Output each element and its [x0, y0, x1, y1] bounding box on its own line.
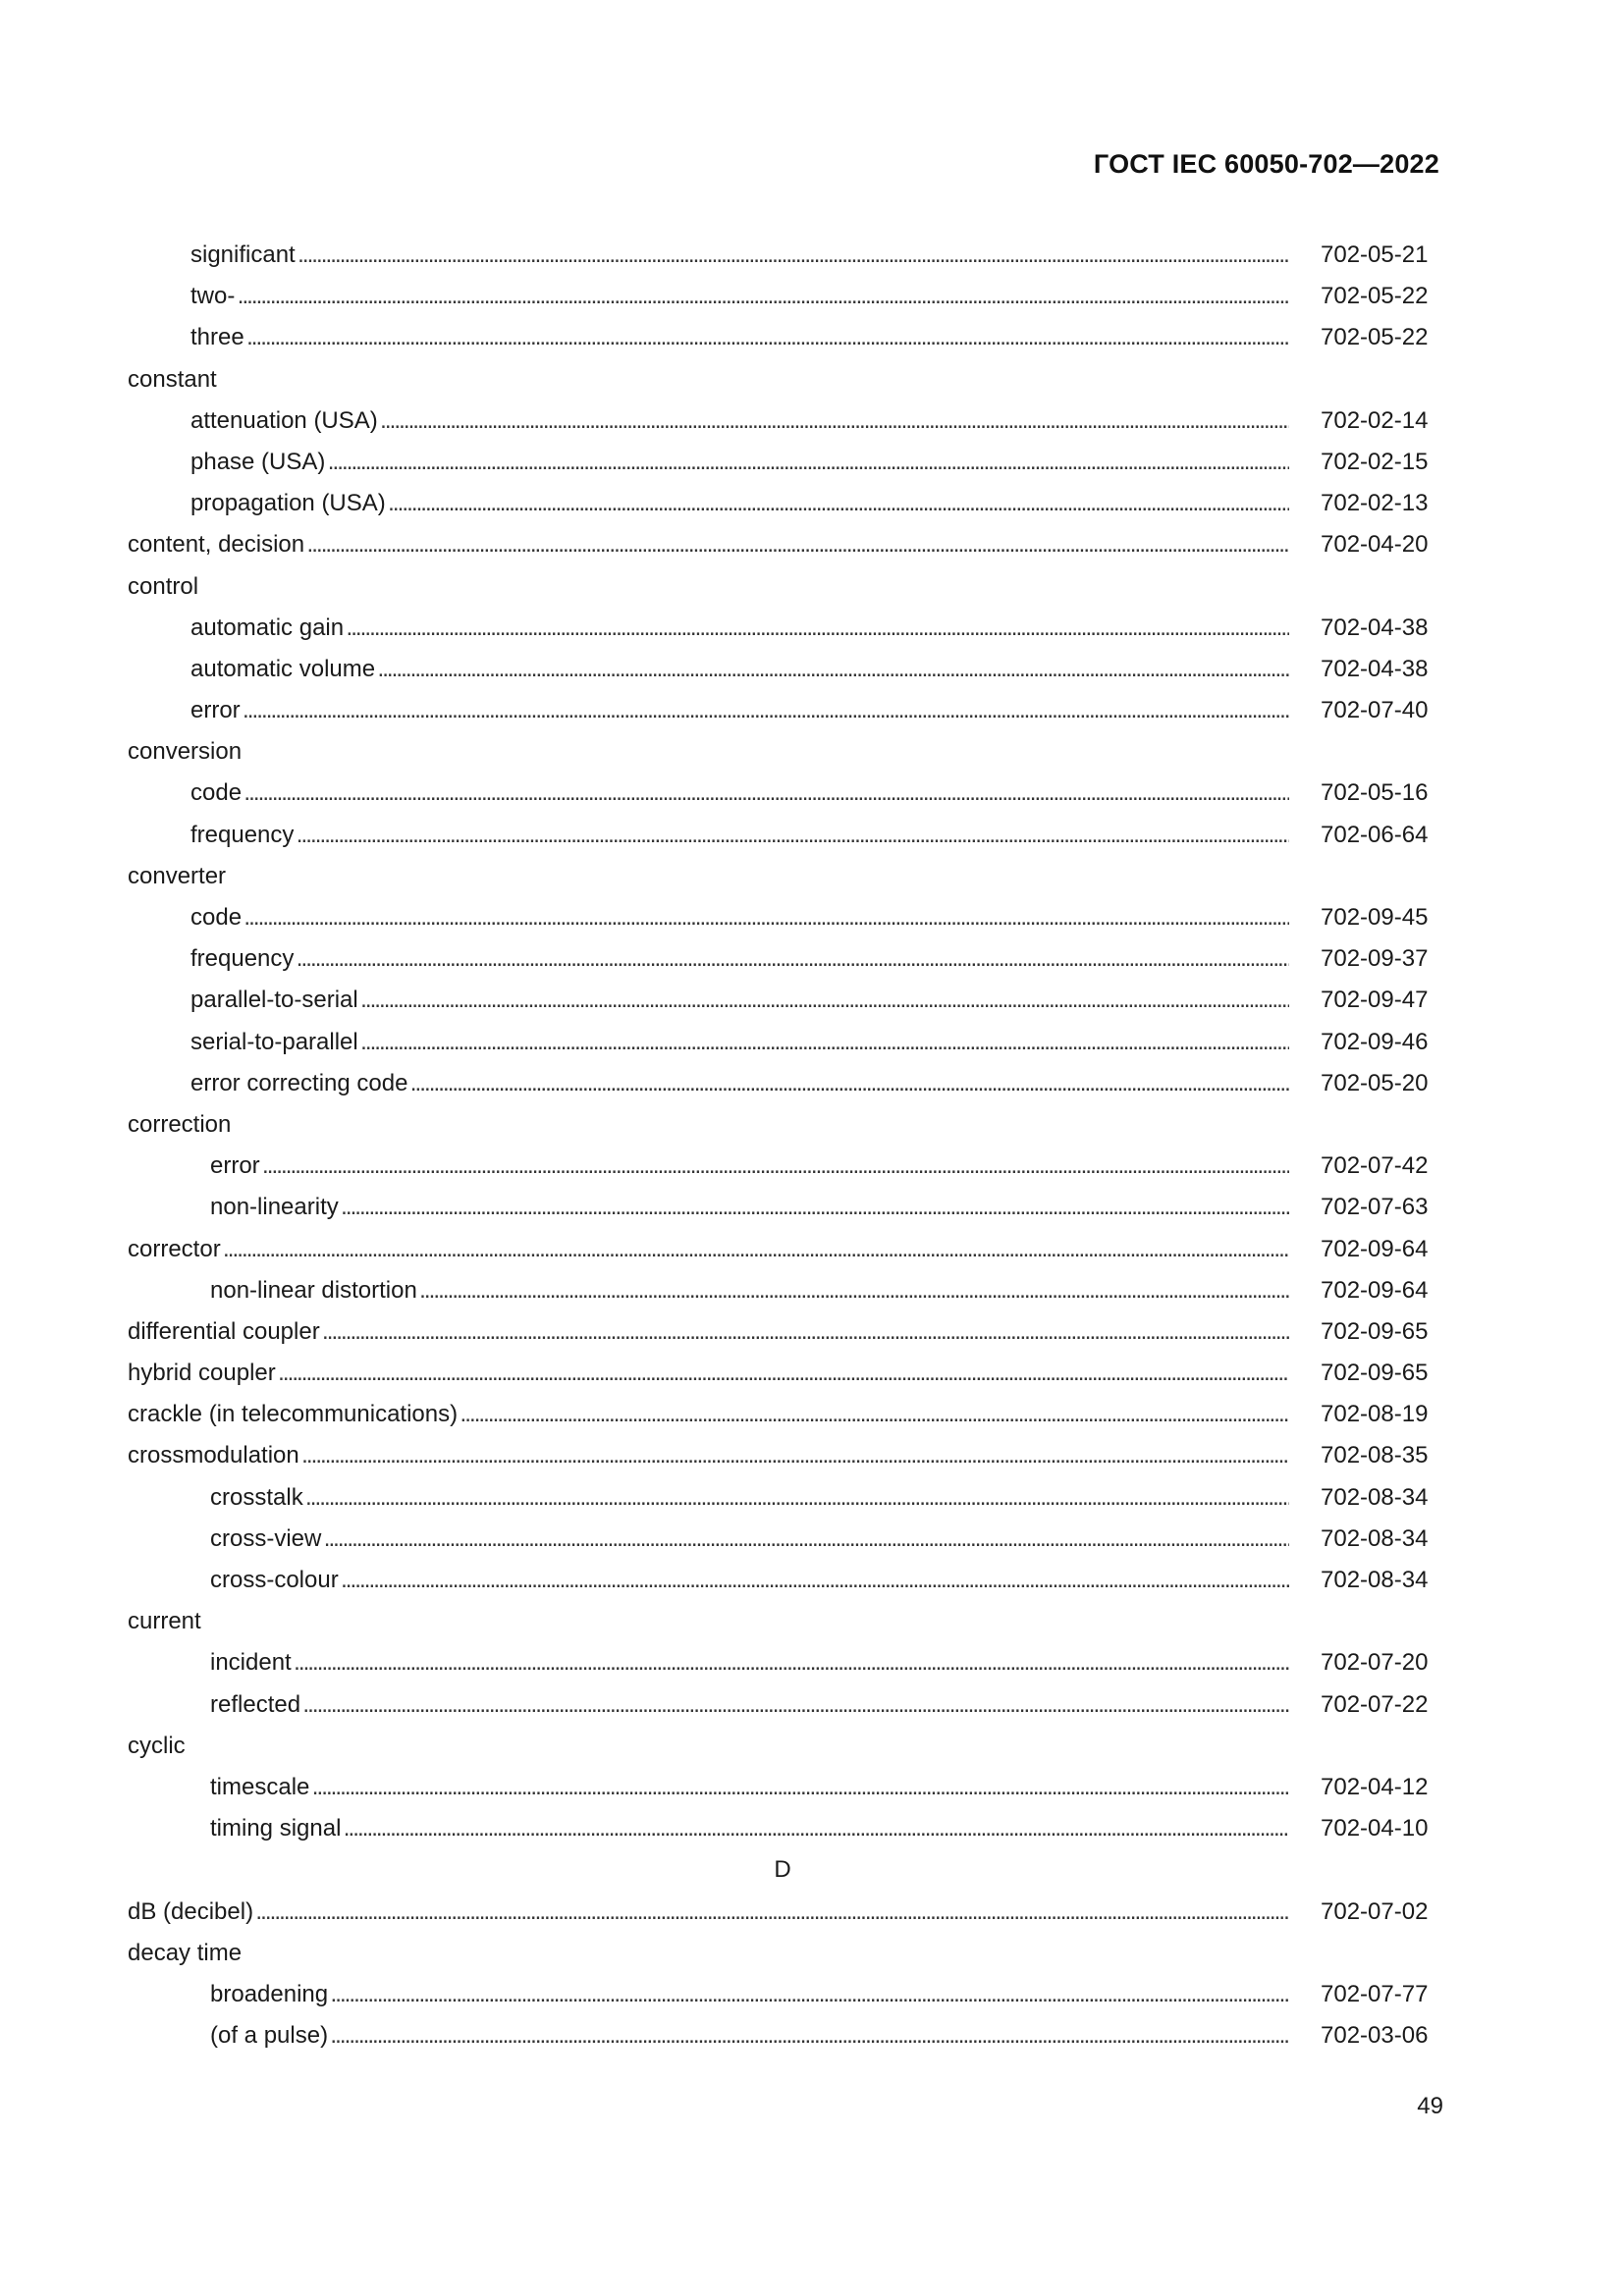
- index-term-text: cyclic: [128, 1732, 186, 1759]
- index-code: 702-07-77: [1321, 1980, 1429, 2007]
- index-entry: [128, 1311, 1437, 1353]
- index-code: 702-09-45: [1321, 904, 1429, 931]
- index-term: [128, 773, 1289, 814]
- index-term: [128, 1808, 1289, 1849]
- index-entry: [128, 856, 1437, 897]
- index-term: [128, 1229, 1289, 1270]
- index-term-text: differential coupler: [128, 1317, 320, 1345]
- index-term-text: timing signal: [210, 1815, 342, 1842]
- index-term-text: cross-view: [210, 1524, 322, 1552]
- index-term-text: serial-to-parallel: [190, 1028, 358, 1055]
- index-term: [128, 1146, 1289, 1187]
- index-term: [128, 235, 1289, 276]
- section-letter: [128, 1849, 1437, 1891]
- index-term-text: frequency: [190, 945, 295, 973]
- index-term: [128, 1560, 1289, 1601]
- index-entry: [128, 773, 1437, 814]
- index-code: 702-04-12: [1321, 1773, 1429, 1800]
- index-term-text: frequency: [190, 821, 295, 848]
- index-term-text: code: [190, 779, 243, 807]
- index-entry: [128, 1642, 1437, 1683]
- index-term-text: crossmodulation: [128, 1442, 299, 1469]
- index-term-text: two-: [190, 283, 236, 310]
- index-term-text: hybrid coupler: [128, 1360, 276, 1387]
- index-term-text: automatic gain: [190, 614, 345, 641]
- index-code: 702-07-40: [1321, 697, 1429, 724]
- index-entry: [128, 1104, 1437, 1146]
- index-term-text: (of a pulse): [210, 2022, 329, 2050]
- index-code: 702-04-38: [1321, 655, 1429, 682]
- index-term: [128, 483, 1289, 524]
- index-entry: [128, 566, 1437, 608]
- index-term: [128, 856, 1289, 897]
- index-entry: [128, 1477, 1437, 1519]
- index-entry: [128, 815, 1437, 856]
- index-term: [128, 649, 1289, 690]
- index-entry: [128, 1022, 1437, 1063]
- index-term-text: crackle (in telecommunications): [128, 1401, 459, 1428]
- index-term-text: attenuation (USA): [190, 406, 378, 434]
- index-entry: [128, 442, 1437, 483]
- index-term: [128, 566, 1289, 608]
- index-term-text: non-linear distortion: [210, 1276, 417, 1304]
- index-term: [128, 1311, 1289, 1353]
- index-term-text: broadening: [210, 1980, 329, 2007]
- index-entry: [128, 235, 1437, 276]
- page-number: 49: [1417, 2093, 1443, 2119]
- index-term-text: correction: [128, 1110, 232, 1138]
- index-term: [128, 1892, 1289, 1933]
- index-code: 702-09-64: [1321, 1235, 1429, 1262]
- index-entry: [128, 276, 1437, 317]
- index-entry: [128, 2015, 1437, 2056]
- index-term-text: error correcting code: [190, 1069, 408, 1096]
- index-term: [128, 1270, 1289, 1311]
- index-term: [128, 359, 1289, 400]
- index-term: [128, 1767, 1289, 1808]
- index-code: 702-07-63: [1321, 1194, 1429, 1221]
- index-code: 702-07-20: [1321, 1649, 1429, 1677]
- index-term-text: current: [128, 1608, 201, 1635]
- index-code: 702-02-15: [1321, 448, 1429, 475]
- index-term: [128, 608, 1289, 649]
- index-entry: [128, 1892, 1437, 1933]
- index-entry: [128, 1560, 1437, 1601]
- index-code: 702-06-64: [1321, 821, 1429, 848]
- index-term-text: constant: [128, 365, 217, 393]
- index-term-text: significant: [190, 241, 296, 268]
- index-code: 702-04-20: [1321, 531, 1429, 559]
- index-entry: [128, 1684, 1437, 1726]
- index-code: 702-07-22: [1321, 1690, 1429, 1718]
- index-code: 702-02-13: [1321, 490, 1429, 517]
- index-term: [128, 1353, 1289, 1394]
- index-term-text: phase (USA): [190, 448, 326, 475]
- index-term-text: content, decision: [128, 531, 305, 559]
- index-term-text: parallel-to-serial: [190, 987, 358, 1014]
- index-term: [128, 1187, 1289, 1228]
- section-letter-label: D: [774, 1856, 791, 1884]
- index-entry: [128, 897, 1437, 938]
- index-entry: [128, 1187, 1437, 1228]
- index-entry: [128, 1767, 1437, 1808]
- index-code: 702-09-37: [1321, 945, 1429, 973]
- index-code: 702-07-42: [1321, 1152, 1429, 1180]
- index-term: [128, 1394, 1289, 1435]
- index-entry: [128, 1933, 1437, 1974]
- index-entry: [128, 1229, 1437, 1270]
- index-code: 702-05-21: [1321, 241, 1429, 268]
- index-term-text: three: [190, 324, 244, 351]
- index-entry: [128, 359, 1437, 400]
- index-entry: [128, 1270, 1437, 1311]
- index-code: 702-09-47: [1321, 987, 1429, 1014]
- index-term: [128, 524, 1289, 565]
- index-term: [128, 2015, 1289, 2056]
- index-code: 702-09-65: [1321, 1360, 1429, 1387]
- index-code: 702-08-19: [1321, 1401, 1429, 1428]
- index-term-text: non-linearity: [210, 1194, 339, 1221]
- term-index: [128, 235, 1437, 2056]
- index-term: [128, 731, 1289, 773]
- index-entry: [128, 690, 1437, 731]
- index-term: [128, 1022, 1289, 1063]
- index-entry: [128, 1353, 1437, 1394]
- index-term: [128, 317, 1289, 358]
- index-term: [128, 276, 1289, 317]
- index-term: [128, 400, 1289, 442]
- index-term-text: reflected: [210, 1690, 301, 1718]
- index-term-text: error: [190, 697, 241, 724]
- index-term: [128, 1519, 1289, 1560]
- index-term: [128, 1104, 1289, 1146]
- index-code: 702-03-06: [1321, 2022, 1429, 2050]
- index-code: 702-09-64: [1321, 1276, 1429, 1304]
- index-term: [128, 1933, 1289, 1974]
- index-entry: [128, 400, 1437, 442]
- index-term: [128, 1684, 1289, 1726]
- index-term: [128, 1063, 1289, 1104]
- index-code: 702-04-10: [1321, 1815, 1429, 1842]
- index-term: [128, 690, 1289, 731]
- index-code: 702-08-35: [1321, 1442, 1429, 1469]
- index-term: [128, 815, 1289, 856]
- index-code: 702-09-65: [1321, 1317, 1429, 1345]
- index-code: 702-04-38: [1321, 614, 1429, 641]
- index-term-text: incident: [210, 1649, 292, 1677]
- index-term: [128, 1726, 1289, 1767]
- index-term: [128, 442, 1289, 483]
- index-entry: [128, 1974, 1437, 2015]
- index-term-text: cross-colour: [210, 1567, 339, 1593]
- index-code: 702-05-22: [1321, 324, 1429, 351]
- index-entry: [128, 483, 1437, 524]
- index-term: [128, 1601, 1289, 1642]
- index-entry: [128, 1435, 1437, 1476]
- index-term: [128, 1642, 1289, 1683]
- index-code: 702-05-22: [1321, 283, 1429, 310]
- index-entry: [128, 1063, 1437, 1104]
- index-entry: [128, 317, 1437, 358]
- index-code: 702-05-16: [1321, 779, 1429, 807]
- index-term: [128, 1974, 1289, 2015]
- index-entry: [128, 1726, 1437, 1767]
- index-term-text: timescale: [210, 1773, 310, 1800]
- index-entry: [128, 1808, 1437, 1849]
- index-entry: [128, 1601, 1437, 1642]
- index-term-text: control: [128, 572, 199, 600]
- index-code: 702-08-34: [1321, 1567, 1429, 1593]
- index-code: 702-08-34: [1321, 1524, 1429, 1552]
- index-entry: [128, 731, 1437, 773]
- index-term: [128, 1477, 1289, 1519]
- index-entry: [128, 1394, 1437, 1435]
- index-term: [128, 1435, 1289, 1476]
- index-term-text: error: [210, 1152, 260, 1180]
- index-entry: [128, 608, 1437, 649]
- index-term-text: decay time: [128, 1939, 243, 1966]
- index-entry: [128, 649, 1437, 690]
- index-term-text: converter: [128, 862, 227, 889]
- index-term: [128, 980, 1289, 1021]
- index-term-text: corrector: [128, 1235, 221, 1262]
- index-code: 702-05-20: [1321, 1069, 1429, 1096]
- index-term-text: dB (decibel): [128, 1897, 254, 1925]
- index-term-text: propagation (USA): [190, 490, 386, 517]
- document-header: ГОСТ IEC 60050-702—2022: [1093, 149, 1439, 179]
- index-entry: [128, 1146, 1437, 1187]
- index-term-text: code: [190, 904, 243, 931]
- index-term-text: automatic volume: [190, 655, 376, 682]
- index-term: [128, 938, 1289, 980]
- index-code: 702-08-34: [1321, 1483, 1429, 1511]
- index-entry: [128, 980, 1437, 1021]
- index-code: 702-09-46: [1321, 1028, 1429, 1055]
- index-code: 702-02-14: [1321, 406, 1429, 434]
- index-term: [128, 897, 1289, 938]
- index-entry: [128, 1519, 1437, 1560]
- index-code: 702-07-02: [1321, 1897, 1429, 1925]
- index-entry: [128, 938, 1437, 980]
- index-entry: [128, 524, 1437, 565]
- index-term-text: conversion: [128, 738, 243, 766]
- index-term-text: crosstalk: [210, 1483, 303, 1511]
